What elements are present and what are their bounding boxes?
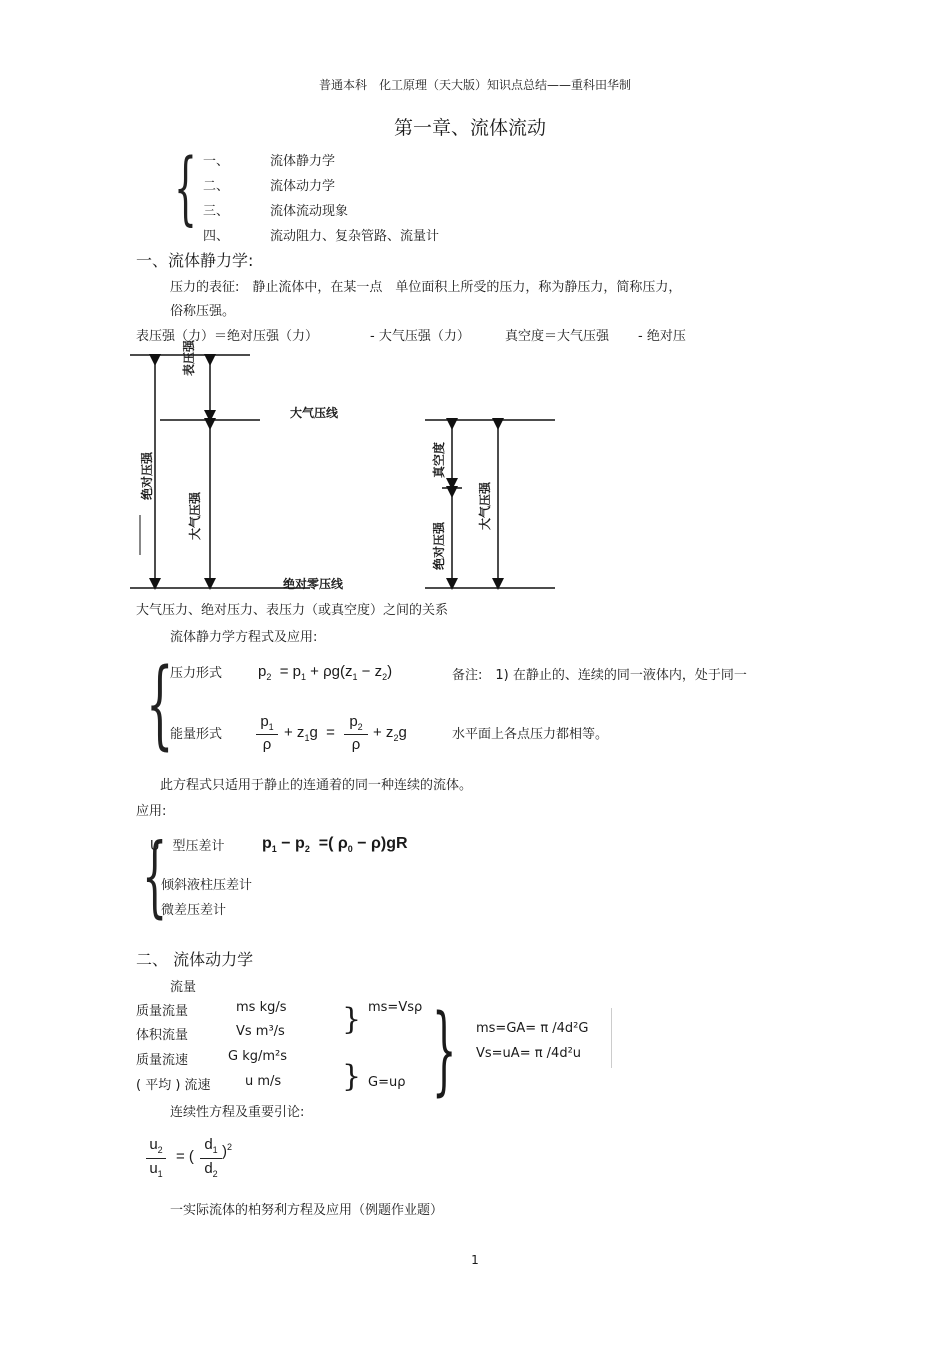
relation-gauge-b: - 大气压强（力）: [370, 329, 470, 344]
right-brace: }: [432, 994, 457, 1106]
flow-subheading: 流量: [170, 980, 197, 995]
energy-frac1-den: ρ: [262, 736, 272, 753]
energy-frac2-num: $p_2$: [349, 713, 363, 732]
diagram-label-abs-right: 绝对压强: [432, 521, 446, 570]
pressure-diagram: [130, 350, 570, 600]
relation-ms-ga: ms=GA= π /4d²G: [476, 1021, 589, 1036]
volume-flow-unit: Vs m³/s: [236, 1024, 285, 1039]
avg-velocity-unit: u m/s: [245, 1074, 282, 1089]
form-pressure-label: 压力形式: [170, 666, 223, 681]
cont-frac-num: $u_2$: [149, 1136, 163, 1155]
diagram-caption: 大气压力、绝对压力、表压力（或真空度）之间的关系: [136, 603, 449, 618]
diagram-label-atm-left: 大气压强: [188, 491, 202, 540]
toc-item-4: 流动阻力、复杂管路、流量计: [270, 229, 440, 244]
pressure-definition-cont: 俗称压强。: [170, 304, 236, 319]
relation-vacuum-b: - 绝对压: [638, 329, 686, 344]
cont-equals: = (: [176, 1148, 194, 1165]
cont-d-den: $d_2$: [204, 1160, 218, 1179]
avg-velocity-label: ( 平均 ) 流速: [136, 1078, 211, 1093]
note-line-2: 水平面上各点压力都相等。: [452, 727, 609, 742]
brace-ms: }: [342, 1002, 362, 1037]
note-line-1: 备注: 1) 在静止的、连续的同一液体内，处于同一: [452, 668, 747, 683]
form-energy-label: 能量形式: [170, 727, 223, 742]
section1-heading: 一、流体静力学:: [136, 251, 254, 270]
volume-flow-label: 体积流量: [136, 1028, 189, 1043]
relation-ms-vs: ms=Vsρ: [368, 1000, 423, 1015]
toc-item-3: 流体流动现象: [270, 204, 349, 219]
toc-item-2: 流体动力学: [270, 179, 336, 194]
relation-vacuum: 真空度＝大气压强: [505, 329, 610, 344]
diagram-label-gauge: 表压强: [182, 339, 196, 376]
applications-heading: 应用:: [136, 804, 167, 819]
cont-close: )$^2$: [222, 1142, 233, 1160]
energy-frac1-num: $p_1$: [260, 713, 274, 732]
energy-frac2-line: [344, 734, 368, 735]
faint-divider: [611, 1008, 612, 1068]
page-header: 普通本科 化工原理（天大版）知识点总结——重科田华制: [318, 78, 631, 92]
toc-num-1: 一、: [203, 154, 230, 169]
relation-vs-ua: Vs=uA= π /4d²u: [476, 1046, 582, 1061]
applications-brace: {: [142, 824, 168, 927]
diagram-label-atm-right: 大气压强: [478, 481, 492, 530]
equation-brace: {: [146, 648, 174, 760]
diagram-label-vacuum: 真空度: [432, 441, 446, 478]
u-manometer-equation: $p_1 - p_2$ =( $\rho_0 - \rho)gR$: [262, 835, 408, 855]
energy-term-z2g: + $z_2g$: [373, 724, 407, 743]
pressure-form-equation: $p_2 = p_1 + \rho g(z_1 - z_2)$: [258, 663, 393, 682]
relation-g-u: G=uρ: [368, 1075, 406, 1090]
cont-d-num: $d_1$: [204, 1136, 218, 1155]
energy-frac2-den: ρ: [351, 736, 361, 753]
bernoulli-heading: 一实际流体的柏努利方程及应用（例题作业题）: [170, 1203, 444, 1218]
statics-eq-heading: 流体静力学方程式及应用:: [170, 630, 318, 645]
mass-flow-label: 质量流量: [136, 1004, 189, 1019]
cont-frac-line: [146, 1158, 166, 1159]
toc-item-1: 流体静力学: [270, 154, 336, 169]
continuity-heading: 连续性方程及重要引论:: [170, 1105, 305, 1120]
cont-frac-den: $u_1$: [149, 1160, 163, 1179]
chapter-title: 第一章、流体流动: [393, 117, 546, 139]
cont-d-line: [200, 1158, 222, 1159]
brace-g: }: [342, 1059, 362, 1094]
toc-num-2: 二、: [203, 179, 230, 194]
app-differential-manometer: 微差压差计: [161, 903, 227, 918]
app-u-manometer: U 型压差计: [150, 839, 225, 854]
page-number: 1: [471, 1253, 479, 1267]
app-inclined-manometer: 倾斜液柱压差计: [161, 878, 253, 893]
mass-velocity-label: 质量流速: [136, 1053, 189, 1068]
diagram-label-abs-left: 绝对压强: [140, 451, 154, 500]
diagram-zero-line-label: 绝对零压线: [283, 577, 344, 591]
relation-gauge: 表压强（力）＝绝对压强（力）: [136, 329, 319, 344]
toc-brace: {: [174, 141, 197, 234]
mass-velocity-unit: G kg/m²s: [228, 1049, 288, 1064]
toc-num-3: 三、: [203, 204, 230, 219]
mass-flow-unit: ms kg/s: [236, 1000, 287, 1015]
energy-frac1-line: [256, 734, 278, 735]
pressure-definition: 压力的表征: 静止流体中，在某一点 单位面积上所受的压力，称为静压力，简称压力，: [170, 280, 682, 295]
toc-num-4: 四、: [203, 229, 230, 244]
diagram-atm-line-label: 大气压线: [290, 406, 339, 420]
section2-heading: 二、 流体动力学: [136, 950, 254, 969]
energy-term-z1g: + $z_1g$ =: [284, 724, 335, 743]
applicability-note: 此方程式只适用于静止的连通着的同一种连续的流体。: [160, 778, 473, 793]
